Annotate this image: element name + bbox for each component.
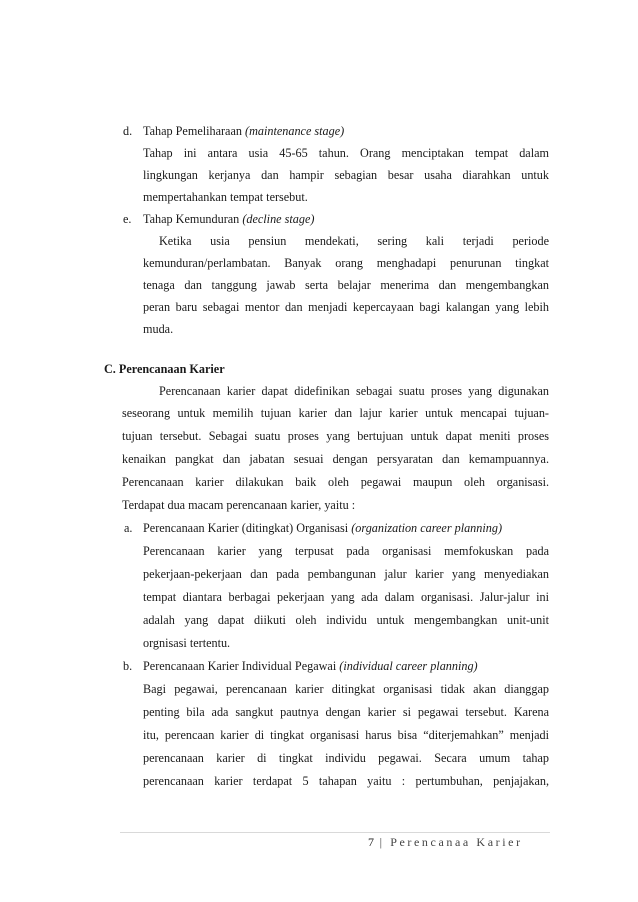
item-b-title: Perencanaan Karier Individual Pegawai: [143, 659, 337, 673]
item-a-line-5: orgnisasi tertentu.: [143, 636, 231, 650]
item-e-title: Tahap Kemunduran: [143, 212, 240, 226]
running-title: Perencanaa Karier: [390, 835, 523, 849]
item-e-heading: [143, 211, 314, 227]
item-a-title: Perencanaan Karier (ditingkat) Organisasi: [143, 521, 349, 535]
section-c-heading: C. Perencanaan Karier: [104, 362, 225, 376]
item-b-heading: [143, 658, 478, 674]
item-a-title-en: (organization career planning): [351, 521, 502, 535]
item-e-line-5: muda.: [143, 322, 174, 336]
item-d-title: Tahap Pemeliharaan: [143, 124, 242, 138]
item-e-line-2: kemunduran/perlambatan. Banyak orang menghadapi penurunan tingkat: [143, 256, 549, 270]
item-b-line-4: perencanaan karier di tingkat individu pegawai. Secara umum tahap: [143, 751, 549, 765]
item-d-title-en: (maintenance stage): [245, 124, 345, 138]
item-d-line-3: mempertahankan tempat tersebut.: [143, 190, 308, 204]
section-c-line-6: Terdapat dua macam perencanaan karier, yaitu :: [122, 498, 356, 512]
item-d-line-2: lingkungan kerjanya dan hampir sebagian besar usaha diarahkan untuk: [143, 168, 549, 182]
item-e-line-3: tenaga dan tanggung jawab serta belajar menerima dan mengembangkan: [143, 278, 549, 292]
item-a-marker: a.: [124, 521, 133, 535]
item-e-line-1: Ketika usia pensiun mendekati, sering kali terjadi periode: [159, 234, 549, 248]
page-number: 7: [368, 835, 374, 849]
section-c-line-3: tujuan tersebut. Sebagai suatu proses yang bertujuan untuk dapat meniti proses: [122, 429, 549, 443]
footer-rule: [120, 832, 550, 833]
section-c-line-2: seseorang untuk memilih tujuan karier dan lajur karier untuk mencapai tujuan-: [122, 406, 549, 420]
page-footer: [368, 834, 523, 850]
item-a-heading: [143, 520, 502, 536]
section-c-line-5: Perencanaan karier dilakukan baik oleh pegawai maupun oleh organisasi.: [122, 475, 549, 489]
item-a-line-4: adalah yang dapat diikuti oleh individu untuk mengembangkan unit-unit: [143, 613, 549, 627]
item-b-line-1: Bagi pegawai, perencanaan karier ditingkat organisasi tidak akan dianggap: [143, 682, 549, 696]
footer-separator: |: [374, 835, 391, 849]
item-a-line-3: tempat diantara berbagai pekerjaan yang ada dalam organisasi. Jalur-jalur ini: [143, 590, 549, 604]
item-a-line-1: Perencanaan karier yang terpusat pada organisasi memfokuskan pada: [143, 544, 549, 558]
section-c-line-4: kenaikan pangkat dan jabatan sesuai dengan persyaratan dan kemampuannya.: [122, 452, 549, 466]
item-e-line-4: peran baru sebagai mentor dan menjadi kepercayaan bagi kalangan yang lebih: [143, 300, 549, 314]
item-b-title-en: (individual career planning): [339, 659, 478, 673]
item-b-line-5: perencanaan karier terdapat 5 tahapan yaitu : pertumbuhan, penjajakan,: [143, 774, 549, 788]
item-b-marker: b.: [123, 659, 133, 673]
item-b-line-3: itu, perencaan karier di tingkat organisasi harus bisa “diterjemahkan” menjadi: [143, 728, 549, 742]
section-c-line-1: Perencanaan karier dapat didefinikan sebagai suatu proses yang digunakan: [159, 384, 549, 398]
item-a-line-2: pekerjaan-pekerjaan dan pada pembangunan jalur karier yang menyediakan: [143, 567, 549, 581]
item-d-line-1: Tahap ini antara usia 45-65 tahun. Orang menciptakan tempat dalam: [143, 146, 549, 160]
item-d-marker: d.: [123, 124, 133, 138]
item-e-title-en: (decline stage): [242, 212, 315, 226]
item-b-line-2: penting bila ada sangkut pautnya dengan karier si pegawai tersebut. Karena: [143, 705, 549, 719]
item-e-marker: e.: [123, 212, 132, 226]
item-d-heading: [143, 123, 344, 139]
